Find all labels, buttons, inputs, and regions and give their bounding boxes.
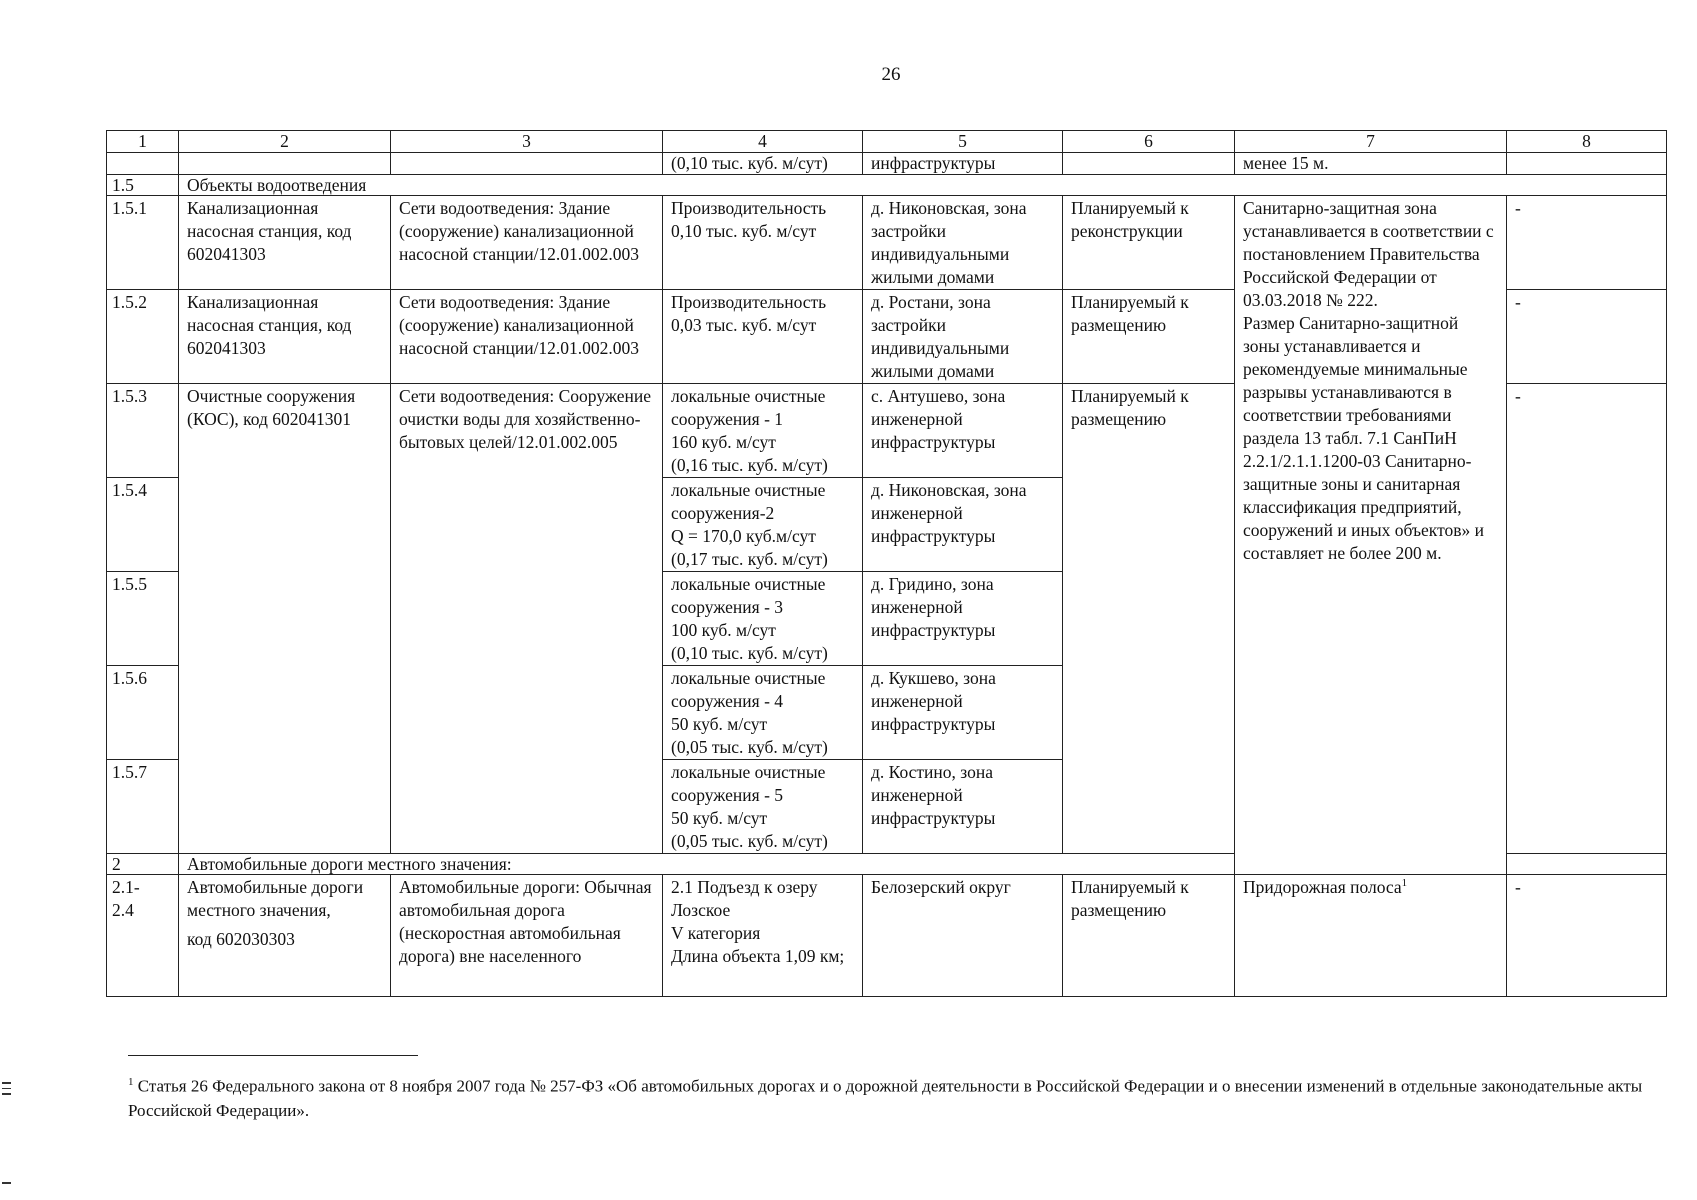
cell: [391, 153, 663, 175]
header-col-2: 2: [179, 131, 391, 153]
header-row: [107, 131, 1667, 153]
header-col-1: 1: [107, 131, 179, 153]
cell: [1063, 153, 1235, 175]
object-type: Сети водоотведения: Здание (сооружение) канализационной насосной станции/12.01.002.003: [391, 196, 663, 290]
extra-cell: -: [1507, 196, 1667, 290]
margin-marks: [2, 1082, 11, 1100]
cell: менее 15 м.: [1235, 153, 1507, 175]
header-col-8: 8: [1507, 131, 1667, 153]
cell: [179, 153, 391, 175]
footnote-ref: 1: [1401, 877, 1408, 890]
row-number: 1.5.5: [107, 572, 179, 666]
row-number: 1.5.4: [107, 478, 179, 572]
object-location: Белозерский округ: [863, 875, 1063, 997]
margin-dash: [2, 1182, 11, 1184]
cell: (0,10 тыс. куб. м/сут): [663, 153, 863, 175]
extra-cell: -: [1507, 875, 1667, 997]
row-number: 1.5.3: [107, 384, 179, 478]
footnote: [128, 1070, 1668, 1123]
object-name: Канализационная насосная станция, код 602041303: [179, 196, 391, 290]
table-row: [107, 196, 1667, 290]
object-name-text: Автомобильные дороги местного значения,: [187, 877, 364, 920]
row-number: 1.5.2: [107, 290, 179, 384]
object-status: Планируемый к размещению: [1063, 384, 1235, 854]
object-characteristics: локальные очистные сооружения - 3 100 куб. м/сут (0,10 тыс. куб. м/сут): [663, 572, 863, 666]
zone-text: Придорожная полоса: [1243, 877, 1402, 897]
footnote-text: Статья 26 Федерального закона от 8 ноября 2007 года № 257-ФЗ «Об автомобильных дорогах и о дорожной деятельности в Российской Федерации и о внесении изменений в отдельные законодательные акты Российской Федерации».: [128, 1076, 1643, 1120]
object-location: д. Костино, зона инженерной инфраструктуры: [863, 760, 1063, 854]
object-code: код 602030303: [187, 929, 295, 949]
object-location: д. Никоновская, зона инженерной инфраструктуры: [863, 478, 1063, 572]
object-status: Планируемый к реконструкции: [1063, 196, 1235, 290]
header-col-7: 7: [1235, 131, 1507, 153]
section-number: 2: [107, 854, 179, 875]
header-col-6: 6: [1063, 131, 1235, 153]
object-type: Автомобильные дороги: Обычная автомобильная дорога (нескоростная автомобильная дорога) вне населенного: [391, 875, 663, 997]
cell: [1507, 153, 1667, 175]
object-location: д. Кукшево, зона инженерной инфраструктуры: [863, 666, 1063, 760]
object-characteristics: локальные очистные сооружения - 4 50 куб. м/сут (0,05 тыс. куб. м/сут): [663, 666, 863, 760]
footnote-mark: 1: [128, 1076, 134, 1088]
row-number: 1.5.7: [107, 760, 179, 854]
object-characteristics: локальные очистные сооружения - 1 160 куб. м/сут (0,16 тыс. куб. м/сут): [663, 384, 863, 478]
cell: [107, 153, 179, 175]
extra-cell: -: [1507, 290, 1667, 384]
objects-table: [106, 130, 1667, 997]
object-location: д. Никоновская, зона застройки индивидуальными жилыми домами: [863, 196, 1063, 290]
row-number: 2.1- 2.4: [107, 875, 179, 997]
object-status: Планируемый к размещению: [1063, 875, 1235, 997]
object-characteristics: локальные очистные сооружения - 5 50 куб. м/сут (0,05 тыс. куб. м/сут): [663, 760, 863, 854]
header-col-3: 3: [391, 131, 663, 153]
object-status: Планируемый к размещению: [1063, 290, 1235, 384]
row-number: 1.5.1: [107, 196, 179, 290]
footnote-divider: [128, 1055, 418, 1056]
row-number: 1.5.6: [107, 666, 179, 760]
section-title: Объекты водоотведения: [179, 175, 1667, 196]
object-name: Канализационная насосная станция, код 602041303: [179, 290, 391, 384]
object-type: Сети водоотведения: Здание (сооружение) канализационной насосной станции/12.01.002.003: [391, 290, 663, 384]
object-type: Сети водоотведения: Сооружение очистки воды для хозяйственно-бытовых целей/12.01.002.005: [391, 384, 663, 854]
table-row: [107, 875, 1667, 997]
section-row: [107, 175, 1667, 196]
object-location: с. Антушево, зона инженерной инфраструктуры: [863, 384, 1063, 478]
zone-description: [1235, 875, 1507, 997]
object-characteristics: Производительность 0,03 тыс. куб. м/сут: [663, 290, 863, 384]
object-location: д. Ростани, зона застройки индивидуальными жилыми домами: [863, 290, 1063, 384]
cell: инфраструктуры: [863, 153, 1063, 175]
object-location: д. Гридино, зона инженерной инфраструктуры: [863, 572, 1063, 666]
header-col-5: 5: [863, 131, 1063, 153]
extra-cell: -: [1507, 384, 1667, 854]
section-row: [107, 854, 1667, 875]
page-number: 26: [881, 64, 901, 85]
continuation-row: [107, 153, 1667, 175]
object-characteristics: локальные очистные сооружения-2 Q = 170,0 куб.м/сут (0,17 тыс. куб. м/сут): [663, 478, 863, 572]
section-title: Автомобильные дороги местного значения:: [179, 854, 1667, 875]
object-name: [179, 875, 391, 997]
object-characteristics: 2.1 Подъезд к озеру Лозское V категория Длина объекта 1,09 км;: [663, 875, 863, 997]
zone-description: Санитарно-защитная зона устанавливается в соответствии с постановлением Правительства Российской Федерации от 03.03.2018 № 222. Размер Санитарно-защитной зоны устанавливается и рекомендуемые минимальные разрывы устанавливаются в соответствии требованиями раздела 13 табл. 7.1 СанПиН 2.2.1/2.1.1.1200-03 Санитарно-защитные зоны и санитарная классификация предприятий, сооружений и иных объектов» и составляет не более 200 м.: [1235, 196, 1507, 875]
section-number: 1.5: [107, 175, 179, 196]
object-characteristics: Производительность 0,10 тыс. куб. м/сут: [663, 196, 863, 290]
header-col-4: 4: [663, 131, 863, 153]
object-name: Очистные сооружения (КОС), код 602041301: [179, 384, 391, 854]
